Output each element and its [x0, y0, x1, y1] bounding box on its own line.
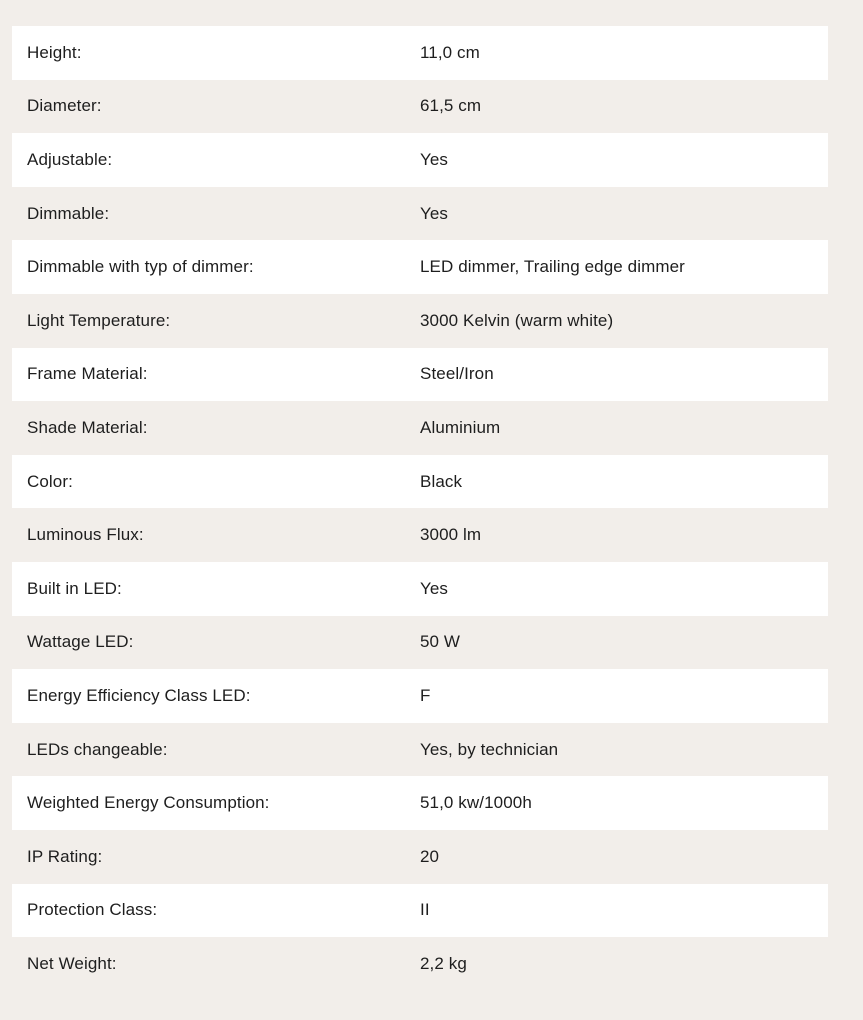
spec-row-energy-class: [12, 669, 828, 723]
spec-label: Frame Material:: [27, 364, 148, 384]
spec-row-wattage-led: [12, 616, 828, 670]
spec-value: 50 W: [420, 632, 461, 652]
spec-label: Luminous Flux:: [27, 525, 144, 545]
spec-value: 20: [420, 846, 440, 866]
spec-label: Adjustable:: [27, 149, 113, 169]
spec-value: Black: [420, 471, 463, 491]
spec-row-luminous-flux: [12, 508, 828, 562]
spec-value: 2,2 kg: [420, 953, 467, 973]
spec-label: Protection Class:: [27, 900, 158, 920]
spec-label: Dimmable with typ of dimmer:: [27, 257, 254, 277]
spec-value: Yes: [420, 149, 449, 169]
spec-row-protection-class: [12, 884, 828, 938]
spec-row-shade-material: [12, 401, 828, 455]
spec-value: 51,0 kw/1000h: [420, 793, 532, 813]
spec-value: LED dimmer, Trailing edge dimmer: [420, 257, 685, 277]
spec-row-light-temperature: [12, 294, 828, 348]
spec-row-energy-consumption: [12, 776, 828, 830]
spec-row-leds-changeable: [12, 723, 828, 777]
spec-row-diameter: [12, 80, 828, 134]
spec-row-dimmable: [12, 187, 828, 241]
spec-label: Light Temperature:: [27, 310, 171, 330]
spec-value: F: [420, 685, 431, 705]
spec-row-height: [12, 26, 828, 80]
spec-label: Height:: [27, 42, 82, 62]
spec-row-net-weight: [12, 937, 828, 991]
spec-label: IP Rating:: [27, 846, 103, 866]
spec-value: Yes, by technician: [420, 739, 559, 759]
spec-row-dimmer-type: [12, 240, 828, 294]
spec-label: Built in LED:: [27, 578, 122, 598]
spec-row-adjustable: [12, 133, 828, 187]
spec-value: 61,5 cm: [420, 96, 482, 116]
spec-label: LEDs changeable:: [27, 739, 168, 759]
spec-label: Shade Material:: [27, 417, 148, 437]
spec-value: Yes: [420, 578, 449, 598]
spec-label: Energy Efficiency Class LED:: [27, 685, 251, 705]
spec-label: Color:: [27, 471, 73, 491]
spec-row-built-in-led: [12, 562, 828, 616]
spec-value: Yes: [420, 203, 449, 223]
spec-value: 3000 Kelvin (warm white): [420, 310, 614, 330]
spec-label: Dimmable:: [27, 203, 110, 223]
spec-label: Net Weight:: [27, 953, 117, 973]
spec-row-color: [12, 455, 828, 509]
spec-value: 11,0 cm: [420, 42, 480, 62]
spec-row-frame-material: [12, 348, 828, 402]
spec-label: Weighted Energy Consumption:: [27, 793, 270, 813]
spec-label: Wattage LED:: [27, 632, 134, 652]
spec-label: Diameter:: [27, 96, 102, 116]
spec-value: Steel/Iron: [420, 364, 494, 384]
specification-table: [12, 26, 828, 991]
spec-row-ip-rating: [12, 830, 828, 884]
spec-value: Aluminium: [420, 417, 501, 437]
spec-value: 3000 lm: [420, 525, 482, 545]
spec-value: II: [420, 900, 430, 920]
